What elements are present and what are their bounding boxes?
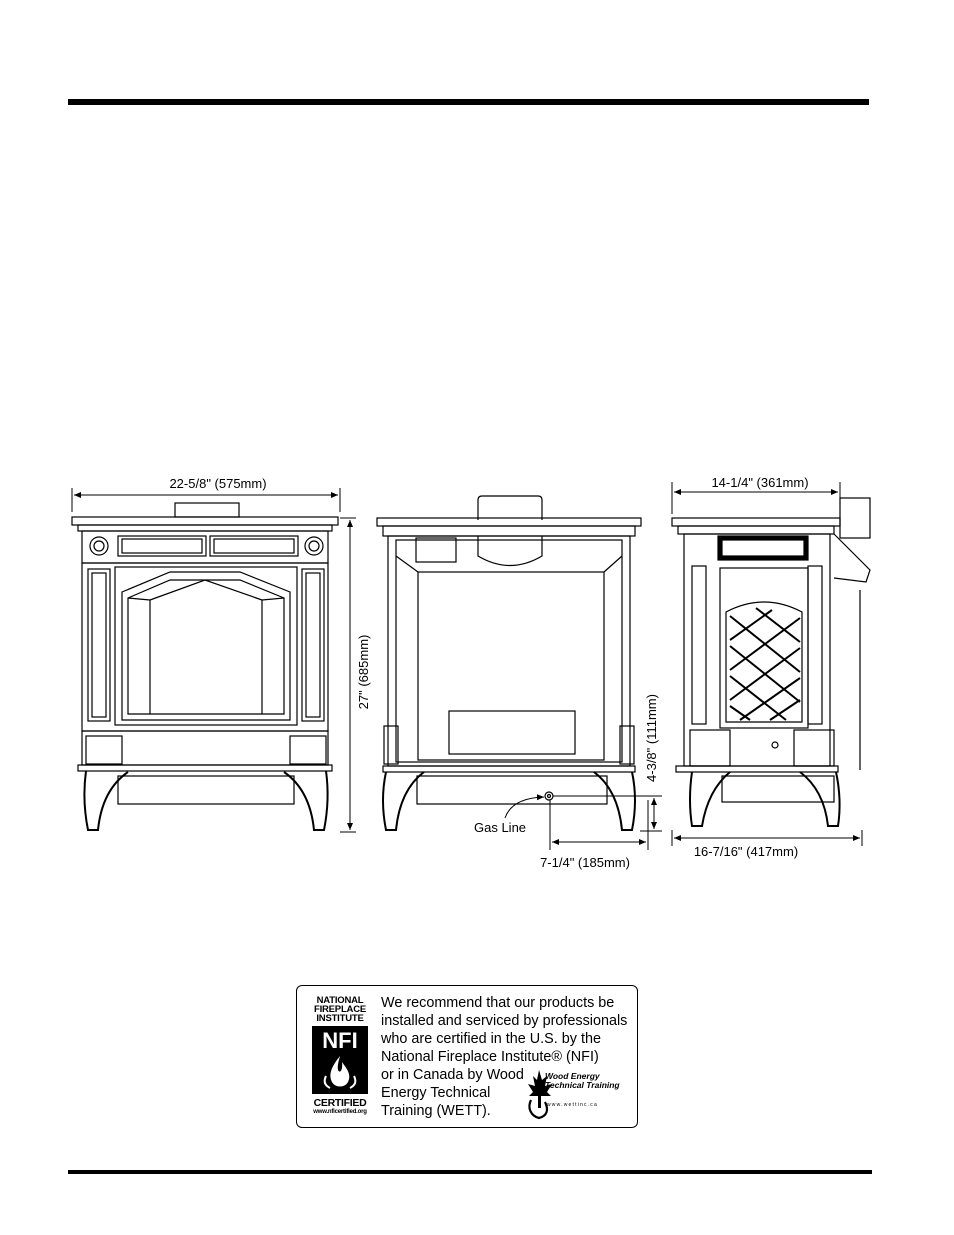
header-rule (68, 99, 869, 105)
front-height-label: 27" (685mm) (356, 634, 371, 710)
wett-name-line-2: Technical Training (545, 1080, 620, 1090)
cert-text-line: Energy Technical (381, 1085, 491, 1101)
certification-notice (296, 985, 638, 1128)
cert-text-line: We recommend that our products be (381, 995, 615, 1011)
side-top-depth-label: 14-1/4" (361mm) (711, 475, 809, 490)
cert-text-line: who are certified in the U.S. by the (381, 1031, 601, 1047)
side-bottom-depth-label: 16-7/16" (417mm) (693, 844, 799, 859)
wett-name (545, 1072, 620, 1090)
nfi-logo-line-1: NATIONAL (316, 995, 364, 1006)
wett-name-line-1: Wood Energy (545, 1071, 600, 1081)
side-grille-lattice (730, 608, 800, 720)
gas-offset-label: 7-1/4" (185mm) (540, 855, 630, 870)
stove-dimension-diagrams (0, 460, 954, 880)
side-view-drawing (672, 498, 870, 826)
cert-text-line: or in Canada by Wood (381, 1067, 524, 1083)
footer-rule (68, 1170, 872, 1174)
nfi-badge-text: NFI (322, 1028, 358, 1053)
cert-text-line: installed and serviced by professionals (381, 1013, 628, 1029)
nfi-certified-label: CERTIFIED (313, 1097, 367, 1109)
nfi-badge (312, 1026, 368, 1094)
cert-text-line: Training (WETT). (381, 1103, 491, 1119)
flame-icon (312, 1026, 368, 1094)
front-width-label: 22-5/8" (575mm) (169, 476, 267, 491)
nfi-logo-line-2: FIREPLACE (313, 1004, 367, 1015)
gas-height-label: 4-3/8" (111mm) (644, 694, 659, 782)
wett-url: www.wettinc.ca (547, 1102, 598, 1108)
nfi-logo-line-3: INSTITUTE (316, 1013, 364, 1024)
back-view-drawing (377, 496, 641, 830)
front-view-drawing (72, 503, 338, 830)
wett-logo (525, 1064, 631, 1120)
nfi-logo (307, 996, 373, 1120)
cert-text-line: National Fireplace Institute® (NFI) (381, 1049, 599, 1065)
gas-line-label: Gas Line (474, 820, 527, 835)
nfi-url: www.nficertified.org (313, 1109, 367, 1115)
